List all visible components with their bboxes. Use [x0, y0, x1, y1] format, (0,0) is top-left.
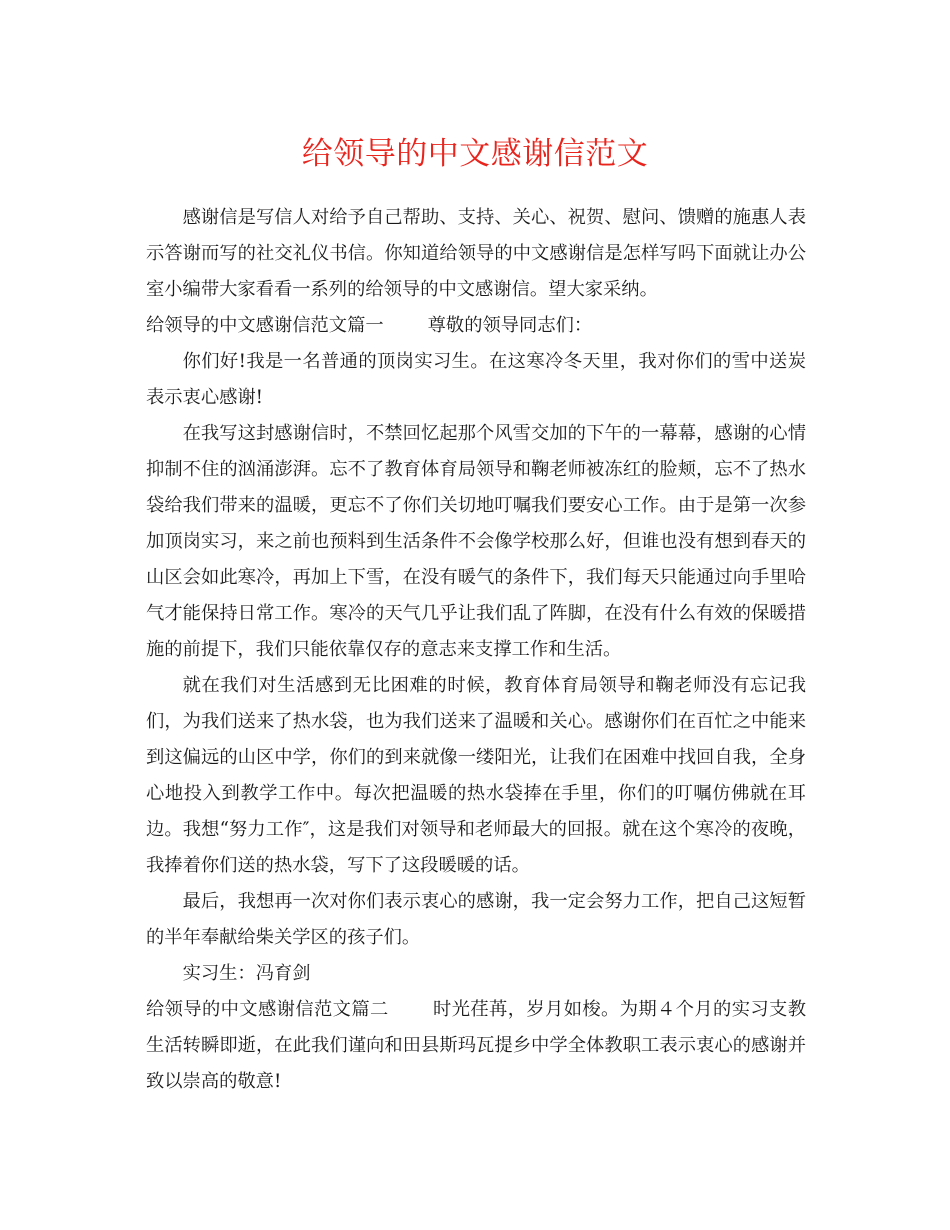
letter1-paragraph: 在我写这封感谢信时，不禁回忆起那个风雪交加的下午的一幕幕，感谢的心情抑制不住的汹涌澎湃。忘不了教育体育局领导和鞠老师被冻红的脸颊，忘不了热水袋给我们带来的温暖，更忘不了你们关切地叮嘱我们要安心工作。由于是第一次参加顶岗实习，来之前也预料到生活条件不会像学校那么好，但谁也没有想到春天的山区会如此寒冷，再加上下雪，在没有暖气的条件下，我们每天只能通过向手里哈气才能保持日常工作。寒冷的天气几乎让我们乱了阵脚，在没有什么有效的保暖措施的前提下，我们只能依靠仅存的意志来支撑工作和生活。	[146, 423, 806, 660]
letter1-signature: 实习生：冯育剑	[182, 963, 311, 984]
intro-paragraph: 感谢信是写信人对给予自己帮助、支持、关心、祝贺、慰问、馈赠的施惠人表示答谢而写的社交礼仪书信。你知道给领导的中文感谢信是怎样写吗下面就让办公室小编带大家看看一系列的给领导的中文感谢信。望大家采纳。	[146, 207, 806, 300]
letter1-paragraph: 最后，我想再一次对你们表示衷心的感谢，我一定会努力工作，把自己这短暂的半年奉献给柴关学区的孩子们。	[146, 891, 806, 948]
letter2-paragraph	[146, 992, 806, 1100]
document-body	[146, 200, 806, 1100]
letter1-salutation: 尊敬的领导同志们：	[427, 315, 593, 336]
letter1-heading: 给领导的中文感谢信范文篇一	[146, 315, 384, 336]
letter2-heading: 给领导的中文感谢信范文篇二	[146, 999, 389, 1020]
document-title: 给领导的中文感谢信范文	[301, 136, 649, 172]
letter2-text: 时光荏苒，岁月如梭。为期４个月的实习支教生活转瞬即逝，在此我们谨向和田县斯玛瓦提乡中学全体教职工表示衷心的感谢并致以崇高的敬意!	[146, 999, 807, 1092]
letter1-paragraph: 你们好!我是一名普通的顶岗实习生。在这寒冷冬天里，我对你们的雪中送炭表示衷心感谢!	[146, 351, 806, 408]
letter1-heading-line	[146, 308, 806, 344]
letter1-paragraph: 就在我们对生活感到无比困难的时候，教育体育局领导和鞠老师没有忘记我们，为我们送来了热水袋，也为我们送来了温暖和关心。感谢你们在百忙之中能来到这偏远的山区中学，你们的到来就像一缕阳光，让我们在困难中找回自我，全身心地投入到教学工作中。每次把温暖的热水袋捧在手里，你们的叮嘱仿佛就在耳边。我想“努力工作″，这是我们对领导和老师最大的回报。就在这个寒冷的夜晚，我捧着你们送的热水袋，写下了这段暖暖的话。	[146, 675, 806, 876]
